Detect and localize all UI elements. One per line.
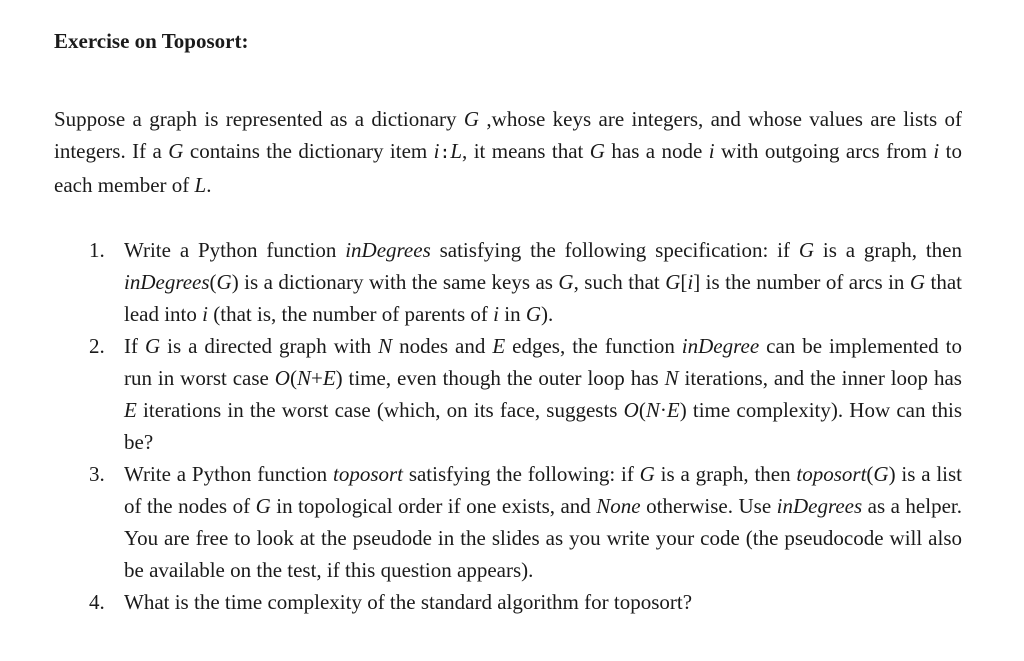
- intro-text: to each member of: [54, 139, 962, 197]
- intro-var: L: [450, 139, 463, 163]
- intro-var: i: [933, 139, 940, 163]
- question-item: [54, 458, 962, 586]
- question-text: that lead into: [124, 270, 962, 326]
- question-text: is a graph, then: [814, 238, 962, 262]
- question-item: [54, 330, 962, 458]
- intro-text: contains the dictionary item: [183, 139, 434, 163]
- question-text: is a graph, then: [654, 462, 797, 486]
- question-term: None: [596, 494, 641, 518]
- exercise-title: Exercise on Toposort:: [54, 29, 249, 53]
- question-text: ) is a list of the nodes of: [124, 462, 962, 518]
- question-text: (: [289, 366, 297, 390]
- question-number: 2.: [89, 334, 105, 358]
- intro-var: i: [708, 139, 715, 163]
- question-item: [54, 586, 962, 618]
- question-term: G: [525, 302, 542, 326]
- intro-text: with outgoing arcs from: [714, 139, 934, 163]
- question-text: Write a Python function: [124, 238, 346, 262]
- question-term: G: [558, 270, 574, 294]
- question-number: 3.: [89, 462, 105, 486]
- question-term: G: [665, 270, 681, 294]
- intro-var: G: [168, 139, 184, 163]
- question-term: N: [645, 398, 660, 422]
- question-text: in topological order if one exists, and: [270, 494, 597, 518]
- question-text: as a helper. You are free to look at the pseudode in the slides as you write your code (the pseudocode will also be available on the test, if this question appears).: [124, 494, 962, 582]
- intro-paragraph: [54, 103, 962, 201]
- question-term: G: [639, 462, 655, 486]
- question-text: ] is the number of arcs in: [693, 270, 910, 294]
- question-term: toposort: [796, 462, 867, 486]
- question-text: (: [209, 270, 217, 294]
- intro-text: ,whose keys are integers, and whose values are lists of integers. If a: [54, 107, 962, 163]
- question-term: G: [216, 270, 232, 294]
- question-number: 4.: [89, 590, 105, 614]
- question-text: (that is, the number of parents of: [208, 302, 494, 326]
- question-text: ·: [659, 398, 667, 422]
- question-text: satisfying the following specification: if: [430, 238, 799, 262]
- question-term: N: [378, 334, 393, 358]
- intro-var: L: [194, 173, 207, 197]
- intro-var: G: [589, 139, 605, 163]
- question-term: E: [322, 366, 336, 390]
- question-list: [54, 234, 962, 618]
- question-text: Write a Python function: [124, 462, 333, 486]
- question-text: What is the time complexity of the standard algorithm for toposort?: [124, 590, 693, 614]
- question-term: G: [798, 238, 815, 262]
- question-text: [: [680, 270, 688, 294]
- question-text: ) time, even though the outer loop has: [335, 366, 665, 390]
- question-text: otherwise. Use: [640, 494, 777, 518]
- question-term: i: [687, 270, 694, 294]
- intro-var: G: [463, 107, 480, 131]
- question-text: iterations in the worst case (which, on its face, suggests: [136, 398, 624, 422]
- intro-var: i: [433, 139, 440, 163]
- question-text: satisfying the following: if: [403, 462, 640, 486]
- question-term: G: [873, 462, 889, 486]
- question-number: 1.: [89, 238, 105, 262]
- question-term: N: [296, 366, 311, 390]
- question-text: ) time complexity). How can this be?: [124, 398, 963, 454]
- question-term: G: [255, 494, 271, 518]
- intro-text: Suppose a graph is represented as a dictionary: [54, 107, 464, 131]
- question-term: G: [144, 334, 161, 358]
- question-term: inDegree: [681, 334, 760, 358]
- question-term: O: [623, 398, 639, 422]
- question-term: E: [492, 334, 506, 358]
- question-term: i: [493, 302, 500, 326]
- intro-text: .: [206, 173, 212, 197]
- question-text: is a directed graph with: [160, 334, 379, 358]
- question-term: inDegrees: [345, 238, 431, 262]
- question-text: iterations, and the inner loop has: [678, 366, 962, 390]
- question-term: toposort: [333, 462, 404, 486]
- intro-colon: :: [439, 142, 451, 163]
- question-term: G: [909, 270, 926, 294]
- intro-text: has a node: [604, 139, 709, 163]
- question-text: ) is a dictionary with the same keys as: [231, 270, 559, 294]
- question-term: inDegrees: [776, 494, 863, 518]
- question-text: If: [124, 334, 145, 358]
- question-text: , such that: [573, 270, 666, 294]
- question-term: E: [666, 398, 680, 422]
- question-term: O: [274, 366, 290, 390]
- document: [54, 26, 962, 618]
- question-text: (: [866, 462, 874, 486]
- intro-text: , it means that: [462, 139, 590, 163]
- question-text: can be implemented to run in worst case: [124, 334, 962, 390]
- question-term: i: [202, 302, 208, 326]
- question-text: edges, the function: [505, 334, 682, 358]
- question-text: +: [310, 366, 323, 390]
- question-text: in: [499, 302, 526, 326]
- question-term: N: [664, 366, 679, 390]
- question-item: [54, 234, 962, 330]
- question-text: nodes and: [392, 334, 493, 358]
- question-term: inDegrees: [124, 270, 210, 294]
- question-text: ).: [541, 302, 554, 326]
- question-text: (: [638, 398, 646, 422]
- question-term: E: [124, 398, 137, 422]
